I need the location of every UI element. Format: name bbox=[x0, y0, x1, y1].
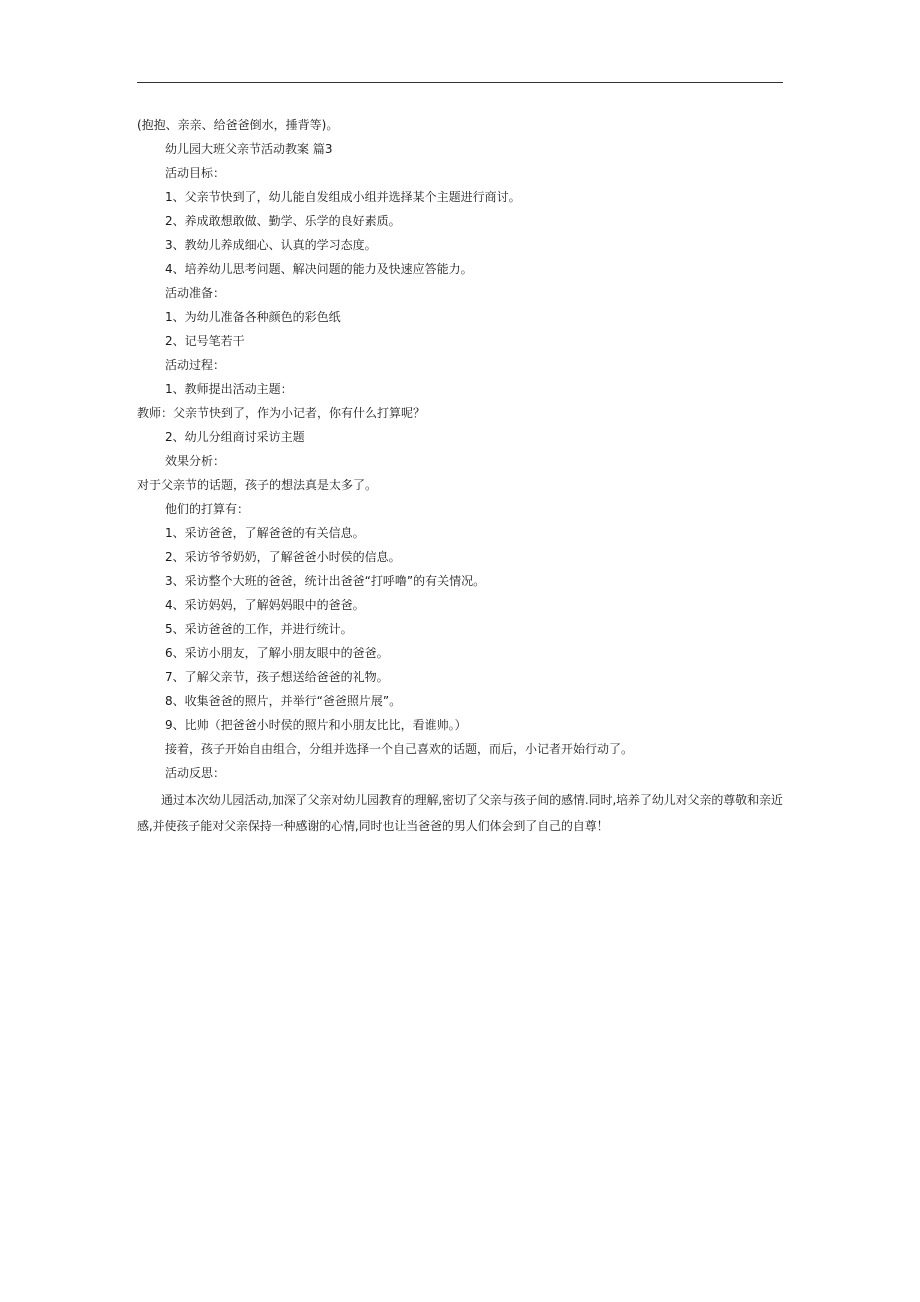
text-line: 1、教师提出活动主题： bbox=[165, 382, 293, 396]
text-line: 4、采访妈妈，了解妈妈眼中的爸爸。 bbox=[165, 598, 365, 612]
text-line: 教师：父亲节快到了，作为小记者，你有什么打算呢？ bbox=[137, 406, 426, 420]
text-line: 9、比帅（把爸爸小时侯的照片和小朋友比比，看谁帅。） bbox=[165, 718, 467, 732]
text-line: 5、采访爸爸的工作，并进行统计。 bbox=[165, 622, 353, 636]
text-line: 6、采访小朋友，了解小朋友眼中的爸爸。 bbox=[165, 646, 389, 660]
text-line: 活动准备： bbox=[165, 286, 226, 300]
text-line: 2、养成敢想敢做、勤学、乐学的良好素质。 bbox=[165, 214, 401, 228]
text-line: 1、采访爸爸，了解爸爸的有关信息。 bbox=[165, 526, 365, 540]
text-line: 2、采访爷爷奶奶，了解爸爸小时侯的信息。 bbox=[165, 550, 401, 564]
text-line: 7、了解父亲节，孩子想送给爸爸的礼物。 bbox=[165, 670, 389, 684]
text-line: 幼儿园大班父亲节活动教案 篇3 bbox=[165, 142, 333, 156]
text-line: 2、幼儿分组商讨采访主题 bbox=[165, 430, 305, 444]
text-line: 1、父亲节快到了，幼儿能自发组成小组并选择某个主题进行商讨。 bbox=[165, 190, 521, 204]
text-line: 效果分析： bbox=[165, 454, 226, 468]
text-line: 8、收集爸爸的照片，并举行“爸爸照片展”。 bbox=[165, 694, 402, 708]
text-line: 他们的打算有： bbox=[165, 502, 250, 516]
text-line: 活动反思： bbox=[165, 766, 226, 780]
text-line: 2、记号笔若干 bbox=[165, 334, 245, 348]
text-line: 3、采访整个大班的爸爸，统计出爸爸“打呼噜”的有关情况。 bbox=[165, 574, 486, 588]
text-line: 活动过程： bbox=[165, 358, 226, 372]
text-line: 活动目标： bbox=[165, 166, 226, 180]
text-line: (抱抱、亲亲、给爸爸倒水，捶背等)。 bbox=[137, 118, 339, 132]
text-line: 3、教幼儿养成细心、认真的学习态度。 bbox=[165, 238, 377, 252]
document-body bbox=[137, 113, 787, 839]
text-line: 接着，孩子开始自由组合，分组并选择一个自己喜欢的话题，而后，小记者开始行动了。 bbox=[165, 742, 634, 756]
text-line: 1、为幼儿准备各种颜色的彩色纸 bbox=[165, 310, 341, 324]
reflection-paragraph: 通过本次幼儿园活动,加深了父亲对幼儿园教育的理解,密切了父亲与孩子间的感情.同时,培养了幼儿对父亲的尊敬和亲近感,并使孩子能对父亲保持一种感谢的心情,同时也让当爸爸的男人们体会到了自己的自尊！ bbox=[137, 793, 783, 833]
header-rule bbox=[137, 82, 783, 83]
text-line: 对于父亲节的话题，孩子的想法真是太多了。 bbox=[137, 478, 378, 492]
text-lines bbox=[137, 113, 787, 785]
text-line: 4、培养幼儿思考问题、解决问题的能力及快速应答能力。 bbox=[165, 262, 473, 276]
